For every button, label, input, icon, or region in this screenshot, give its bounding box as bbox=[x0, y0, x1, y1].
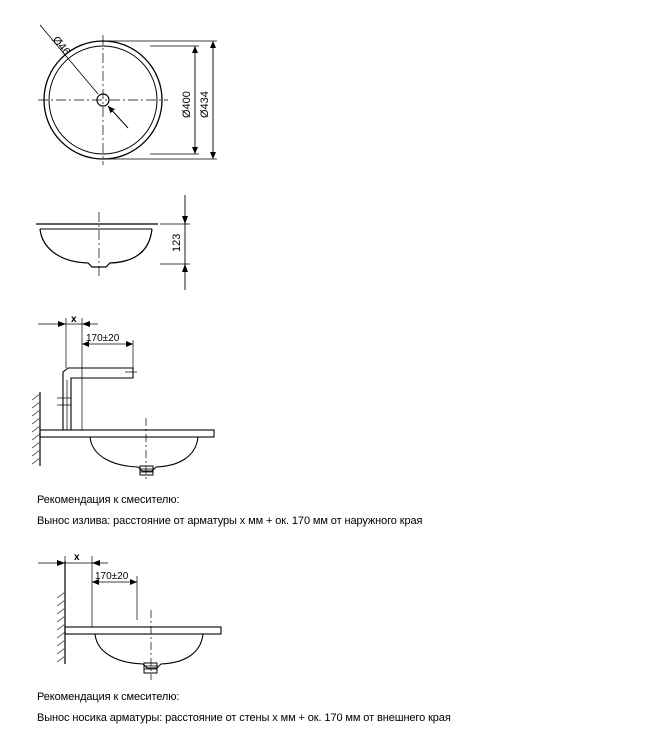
install2-countertop bbox=[65, 627, 221, 634]
install2-note-title: Рекомендация к смесителю: bbox=[37, 691, 180, 703]
install1-x-label: x bbox=[71, 314, 77, 325]
install1-wall-hatch bbox=[32, 394, 40, 464]
height-arrow-top bbox=[182, 216, 188, 224]
install2-wall-hatch bbox=[57, 592, 65, 662]
installation-1 bbox=[32, 318, 214, 482]
dim-outer-label: Ø434 bbox=[199, 91, 211, 118]
installation-2 bbox=[38, 556, 221, 680]
hole-dimension-arrow bbox=[108, 106, 128, 128]
install2-distance-label: 170±20 bbox=[95, 571, 129, 582]
install1-distance-label: 170±20 bbox=[86, 333, 120, 344]
install1-note-title: Рекомендация к смесителю: bbox=[37, 494, 180, 506]
height-arrow-bottom bbox=[182, 264, 188, 272]
section-bowl-outline bbox=[40, 229, 152, 267]
install1-faucet bbox=[63, 368, 133, 430]
install2-x-label: x bbox=[74, 552, 80, 563]
dim-inner-label: Ø400 bbox=[181, 91, 193, 118]
install1-countertop bbox=[40, 430, 214, 437]
dim-height-label: 123 bbox=[171, 233, 183, 252]
dim-hole-label: Ø46 bbox=[49, 34, 73, 58]
hole-dimension-line bbox=[40, 25, 98, 94]
install2-note-text: Вынос носика арматуры: расстояние от стены x мм + ок. 170 мм от внешнего края bbox=[37, 712, 451, 724]
section-view bbox=[36, 195, 190, 290]
install1-note-text: Вынос излива: расстояние от арматуры x мм + ок. 170 мм от наружного края bbox=[37, 515, 423, 527]
